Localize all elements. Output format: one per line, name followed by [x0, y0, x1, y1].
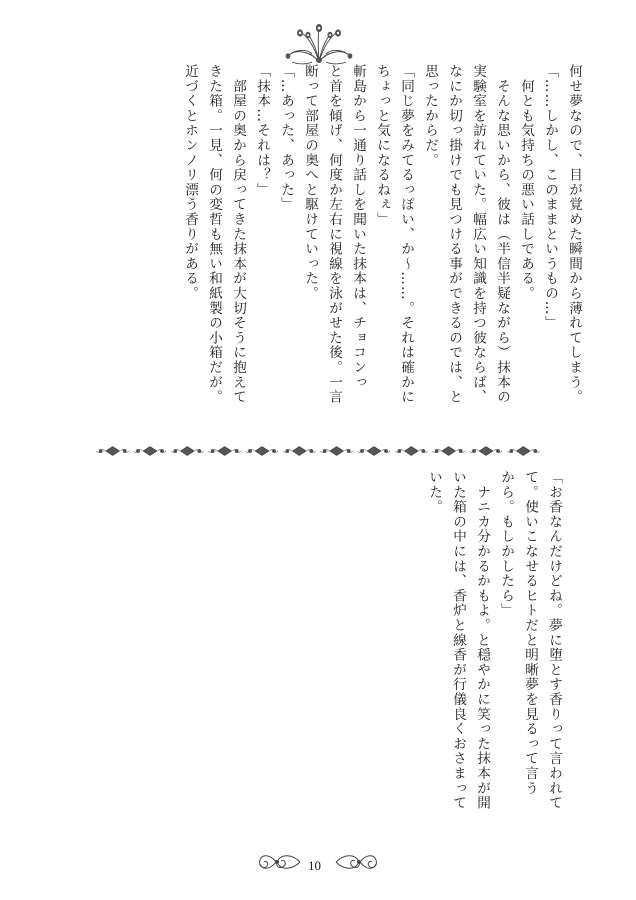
filigree-divider-icon	[94, 443, 542, 459]
text-line: いた箱の中には、香炉と線香が行儀良くおさまって	[450, 470, 466, 811]
text-line: 何せ夢なので、目が覚めた瞬間から薄れてしまう。	[566, 64, 582, 405]
text-line: 「……しかし、このままというもの…」	[542, 64, 558, 331]
divider-diamond	[330, 447, 344, 456]
text-line: そんな思いから、彼は（半信半疑ながら）抹本の	[494, 64, 510, 405]
divider-diamond	[479, 447, 493, 456]
text-line: 「お香なんだけどね。夢に堕とす香りって言われて	[546, 470, 562, 811]
text-line: ナニカ分かるかもよ。と穏やかに笑った抹本が開	[474, 470, 490, 811]
text-line: なにか切っ掛けでも見つける事ができるのでは、と	[446, 64, 462, 405]
page-number: 10	[308, 858, 321, 873]
divider-diamond	[367, 447, 381, 456]
divider-diamond	[292, 447, 306, 456]
bottom-text-block	[422, 470, 566, 840]
text-line: 斬島から一通り話しを聞いた抹本は、チョコンっ	[350, 64, 366, 390]
text-line: 実験室を訪れていた。幅広い知識を持つ彼ならば、	[470, 64, 486, 405]
text-line: ちょっと気になるねぇ」	[374, 64, 390, 227]
divider-diamond	[218, 447, 232, 456]
divider-diamond	[442, 447, 456, 456]
text-line: きた箱。一見、何の変哲も無い和紙製の小箱だが。	[206, 64, 222, 405]
text-line: 何とも気持ちの悪い話しである。	[518, 64, 534, 301]
text-line: 「…あった、あった」	[278, 64, 294, 212]
divider-diamond	[106, 447, 120, 456]
text-line: から。もしかしたら」	[498, 470, 514, 618]
peacock-fan-ornament-icon	[282, 22, 356, 66]
text-line: 近づくとホンノリ漂う香りがある。	[182, 64, 198, 301]
text-line: と首を傾げ、何度か左右に視線を泳がせた後。一言	[326, 64, 342, 405]
scroll-ornament-left-icon	[256, 850, 302, 874]
text-line: 断って部屋の奥へと駆けていった。	[302, 64, 318, 301]
divider-diamond	[404, 447, 418, 456]
divider-diamond	[255, 447, 269, 456]
divider-diamond	[516, 447, 530, 456]
text-line: 部屋の奥から戻ってきた抹本が大切そうに抱えて	[230, 64, 246, 405]
scroll-ornament-right-icon	[334, 850, 380, 874]
text-line: 「同じ夢をみてるっぽい、か〜……。それは確かに	[398, 64, 414, 405]
divider-diamond	[143, 447, 157, 456]
text-line: 思ったからだ。	[422, 64, 438, 168]
divider-diamond	[180, 447, 194, 456]
text-line: て。使いこなせるヒトだと明晰夢を見るって言う	[522, 470, 538, 796]
text-line: 「抹本…それは？」	[254, 64, 270, 198]
text-line: いた。	[426, 470, 442, 515]
top-text-block	[178, 64, 586, 434]
